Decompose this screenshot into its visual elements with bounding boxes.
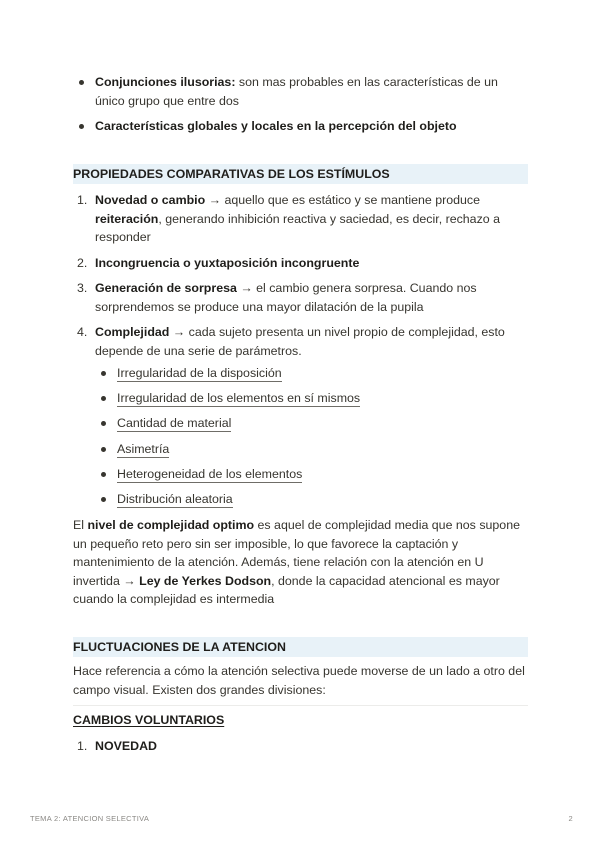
list-item [73,323,528,360]
sub-list-item-text: Irregularidad de los elementos en sí mismos [117,391,361,406]
list-number: 2. [77,255,88,270]
sub-list-item-text: Irregularidad de la disposición [117,366,282,380]
sub-list-item-text: Asimetría [117,441,170,456]
sub-list-item-text: Cantidad de material [117,416,232,431]
list-item [73,73,528,110]
list-number: 3. [77,281,88,295]
list-item-term: reiteración [95,211,159,226]
fluctuations-paragraph [73,662,528,699]
paragraph-term: Ley de Yerkes Dodson [139,573,272,588]
sub-list-item [95,490,528,508]
section-header-fluctuaciones [73,637,528,657]
top-bullet-list [73,73,528,136]
list-number: 1. [77,193,88,207]
paragraph-text: Hace referencia a cómo la atención selectiva puede moverse de un lado a otro del campo visual. Existen dos grandes divisiones: [73,664,525,697]
list-item-term: Incongruencia o yuxtaposición incongruente [95,255,360,270]
list-item-text: → el cambio genera sorpresa. Cuando nos sorprendemos se produce una mayor dilatación de la pupila [95,281,477,314]
list-item-text: , generando inhibición reactiva y saciedad, es decir, rechazo a responder [95,211,500,244]
list-item-term: Novedad o cambio [95,193,206,207]
section-title: FLUCTUACIONES DE LA ATENCION [73,640,286,654]
sub-list-item [95,465,528,483]
section-header-propiedades [73,164,528,184]
sub-list-item-text: Distribución aleatoria [117,491,233,506]
list-item-text: son mas probables en las características de un único grupo que entre dos [95,75,498,108]
properties-numbered-list [73,191,528,360]
list-item-term: NOVEDAD [95,739,157,753]
list-item [73,737,528,756]
list-item-term: Complejidad [95,325,170,339]
sub-list-item-text: Heterogeneidad de los elementos [117,466,303,481]
list-item [73,254,528,273]
list-item-term: Generación de sorpresa [95,281,237,295]
list-item [73,279,528,316]
list-item-text: → aquello que es estático y se mantiene produce [205,193,480,207]
divider [73,705,528,706]
complexity-paragraph [73,516,528,609]
paragraph-text: es aquel de complejidad media que nos supone un pequeño reto pero sin ser imposible, lo que favorece la captación y mantenimiento de la atención. Además, tiene relación con la atención en U invertida → [73,518,520,588]
sub-list-item [95,364,528,382]
sub-list-item [95,389,528,407]
novedad-numbered-list [73,737,528,756]
sub-list-item [95,440,528,458]
list-number: 4. [77,325,88,339]
paragraph-term: nivel de complejidad optimo [87,518,255,532]
subheading-text: CAMBIOS VOLUNTARIOS [73,713,225,727]
list-item [73,117,528,136]
paragraph-text: , donde la capacidad atencional es mayor cuando la complejidad es intermedia [73,573,500,606]
paragraph-text: El [73,518,88,532]
complexity-sublist [95,364,528,508]
list-item-text: → cada sujeto presenta un nivel propio de complejidad, esto depende de una serie de parámetros. [95,325,505,358]
list-item [73,191,528,247]
sub-list-item [95,414,528,432]
footer-title: TEMA 2: ATENCION SELECTIVA [30,814,150,823]
section-title: PROPIEDADES COMPARATIVAS DE LOS ESTÍMULOS [73,167,390,181]
subheading-cambios-voluntarios [73,711,224,730]
list-item-term: Características globales y locales en la percepción del objeto [95,119,457,133]
list-number: 1. [77,739,88,753]
page-number: 2 [568,814,573,823]
list-item-term: Conjunciones ilusorias: [95,75,236,89]
